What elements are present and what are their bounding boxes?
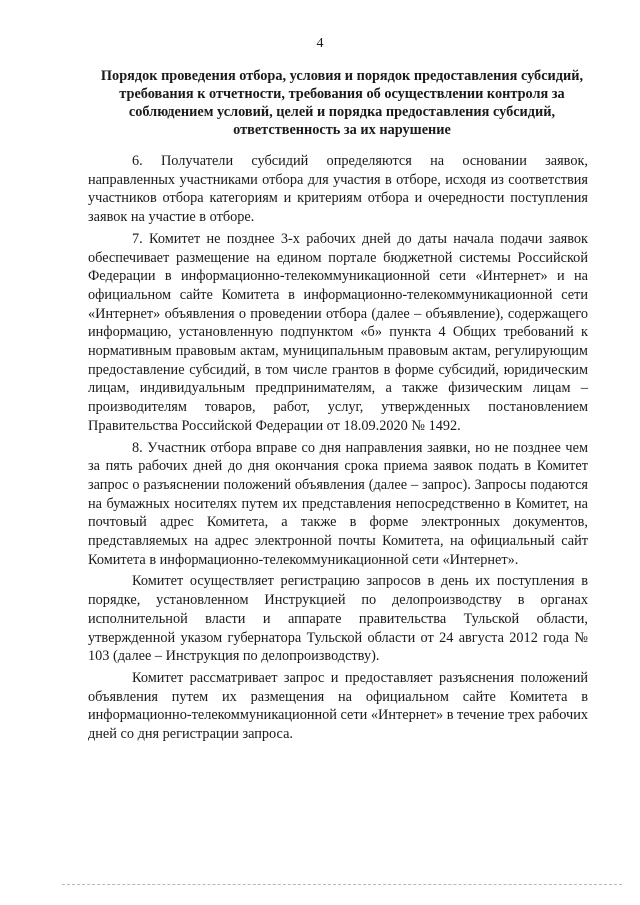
paragraph-clarification: Комитет рассматривает запрос и предоставляет разъяснения положений объявления путем их размещения на официальном сайте Комитета в информационно-телекоммуникационной сети «Интернет» в течение трех рабочих дней со дня регистрации запроса. bbox=[88, 669, 588, 743]
paragraph-7: 7. Комитет не позднее 3-х рабочих дней до даты начала подачи заявок обеспечивает размещение на едином портале бюджетной системы Российской Федерации в информационно-телекоммуникационной сети «Интернет» и на официальном сайте Комитета в информационно-телекоммуникационной сети «Интернет» объявления о проведении отбора (далее – объявление), содержащего информацию, установленную подпунктом «б» пункта 4 Общих требований к нормативным правовым актам, муниципальным правовым актам, регулирующим предоставление субсидий, в том числе грантов в форме субсидий, юридическим лицам, индивидуальным предпринимателям, а также физическим лицам – производителям товаров, работ, услуг, утвержденных постановлением Правительства Российской Федерации от 18.09.2020 № 1492. bbox=[88, 230, 588, 434]
page-number: 4 bbox=[316, 36, 324, 51]
document-body bbox=[88, 152, 588, 747]
paragraph-8: 8. Участник отбора вправе со дня направления заявки, но не позднее чем за пять рабочих дней до дня окончания срока приема заявок подать в Комитет запрос о разъяснении положений объявления (далее – запрос). Запросы подаются на бумажных носителях путем их представления непосредственно в Комитет, на почтовый адрес Комитета, а также в форме электронных документов, представляемых на адрес электронной почты Комитета, на официальный сайт Комитета в информационно-телекоммуникационной сети «Интернет». bbox=[88, 439, 588, 568]
page-bottom-divider bbox=[62, 884, 622, 885]
paragraph-registration: Комитет осуществляет регистрацию запросов в день их поступления в порядке, установленном Инструкцией по делопроизводству в органах исполнительной власти и аппарате правительства Тульской области, утвержденной указом губернатора Тульской области от 24 августа 2012 года № 103 (далее – Инструкция по делопроизводству). bbox=[88, 573, 588, 665]
paragraph-6: 6. Получатели субсидий определяются на основании заявок, направленных участниками отбора для участия в отборе, исходя из соответствия участников отбора категориям и критериям отбора и очередности поступления заявок на участие в отборе. bbox=[88, 153, 588, 226]
section-title: Порядок проведения отбора, условия и порядок предоставления субсидий, требования к отчетности, требования об осуществлении контроля за соблюдением условий, целей и порядка предоставления субсидий, ответственность за их нарушение bbox=[100, 68, 584, 138]
